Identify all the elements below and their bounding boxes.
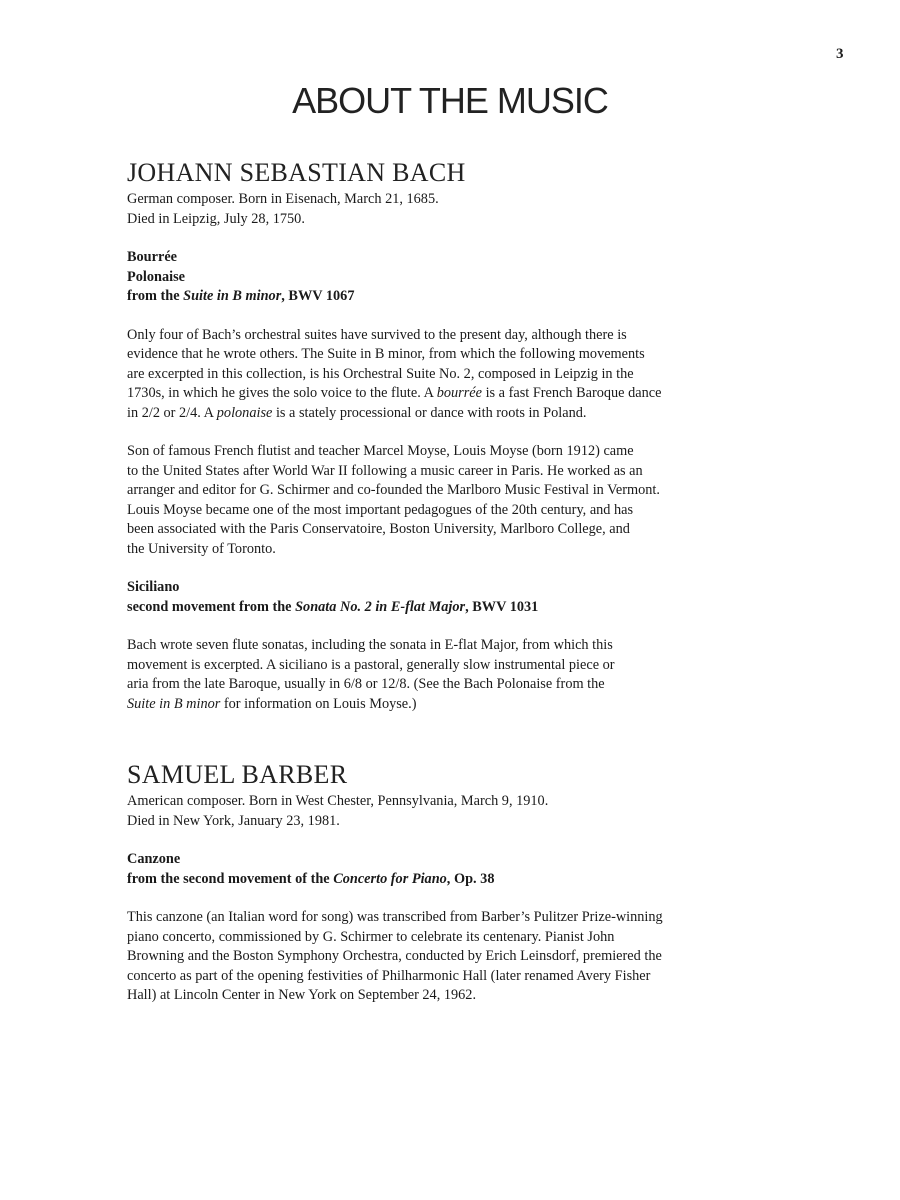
composer-name: JOHANN SEBASTIAN BACH bbox=[127, 158, 466, 187]
paragraph: Son of famous French flutist and teacher Marcel Moyse, Louis Moyse (born 1912) came to the United States after World War II following a music career in Paris. He worked as an arranger and editor for G. Schirmer and co-founded the Marlboro Music Festival in Vermont. Louis Moyse became one of the most important pedagogues of the 20th century, and has been associated with the Paris Conservatoire, Boston University, Marlboro College, and the University of Toronto. bbox=[127, 443, 660, 557]
work-title: Suite in B minor bbox=[183, 288, 282, 304]
composer-section-bach bbox=[127, 158, 767, 714]
piece-title: Canzone bbox=[127, 851, 181, 867]
bio-line: German composer. Born in Eisenach, March 21, 1685. bbox=[127, 191, 439, 207]
piece-source: from the Suite in B minor, BWV 1067 bbox=[127, 288, 355, 304]
composer-bio bbox=[127, 792, 767, 831]
composer-name: SAMUEL BARBER bbox=[127, 760, 348, 789]
bio-line: Died in New York, January 23, 1981. bbox=[127, 812, 340, 829]
composer-bio bbox=[127, 190, 767, 229]
piece-title: Bourrée bbox=[127, 249, 178, 265]
work-title: Suite in B minor bbox=[127, 695, 221, 712]
piece-title: Siciliano bbox=[127, 579, 180, 595]
piece-heading bbox=[127, 248, 767, 307]
work-title: Concerto for Piano bbox=[333, 870, 447, 887]
piece-heading bbox=[127, 850, 767, 889]
piece-source: from the second movement of the Concerto for Piano, Op. 38 bbox=[127, 870, 495, 887]
page-number: 3 bbox=[836, 46, 844, 62]
term-polonaise: polonaise bbox=[216, 404, 273, 421]
paragraph: Bach wrote seven flute sonatas, including the sonata in E-flat Major, from which this movement is excerpted. A siciliano is a pastoral, generally slow instrumental piece or aria from the late Baroque, usually in 6/8 or 12/8. (See the Bach Polonaise from the Suite in B minor for information on Louis Moyse.) bbox=[127, 637, 615, 712]
work-title: Sonata No. 2 in E-flat Major bbox=[295, 598, 466, 615]
paragraph: Only four of Bach’s orchestral suites have survived to the present day, although there is evidence that he wrote others. The Suite in B minor, from which the following movements are excerpted in this collection, is his Orchestral Suite No. 2, composed in Leipzig in the 1730s, in which he gives the solo voice to the flute. A bourrée is a fast French Baroque dance in 2/2 or 2/4. A polonaise is a stately processional or dance with roots in Poland. bbox=[127, 326, 662, 421]
composer-section-barber bbox=[127, 760, 767, 1006]
paragraph: This canzone (an Italian word for song) was transcribed from Barber’s Pulitzer Prize-winning piano concerto, commissioned by G. Schirmer to celebrate its centenary. Pianist John Browning and the Boston Symphony Orchestra, conducted by Erich Leinsdorf, premiered the concerto as part of the opening festivities of Philharmonic Hall (later renamed Avery Fisher Hall) at Lincoln Center in New York on September 24, 1962. bbox=[127, 909, 663, 1003]
piece-source: second movement from the Sonata No. 2 in E-flat Major, BWV 1031 bbox=[127, 598, 539, 615]
page-title: ABOUT THE MUSIC bbox=[292, 80, 608, 121]
piece-title: Polonaise bbox=[127, 268, 185, 285]
article-body bbox=[127, 158, 767, 1006]
piece-heading bbox=[127, 578, 767, 617]
bio-line: American composer. Born in West Chester, Pennsylvania, March 9, 1910. bbox=[127, 793, 549, 809]
bio-line: Died in Leipzig, July 28, 1750. bbox=[127, 210, 305, 227]
term-bourree: bourrée bbox=[436, 385, 482, 401]
